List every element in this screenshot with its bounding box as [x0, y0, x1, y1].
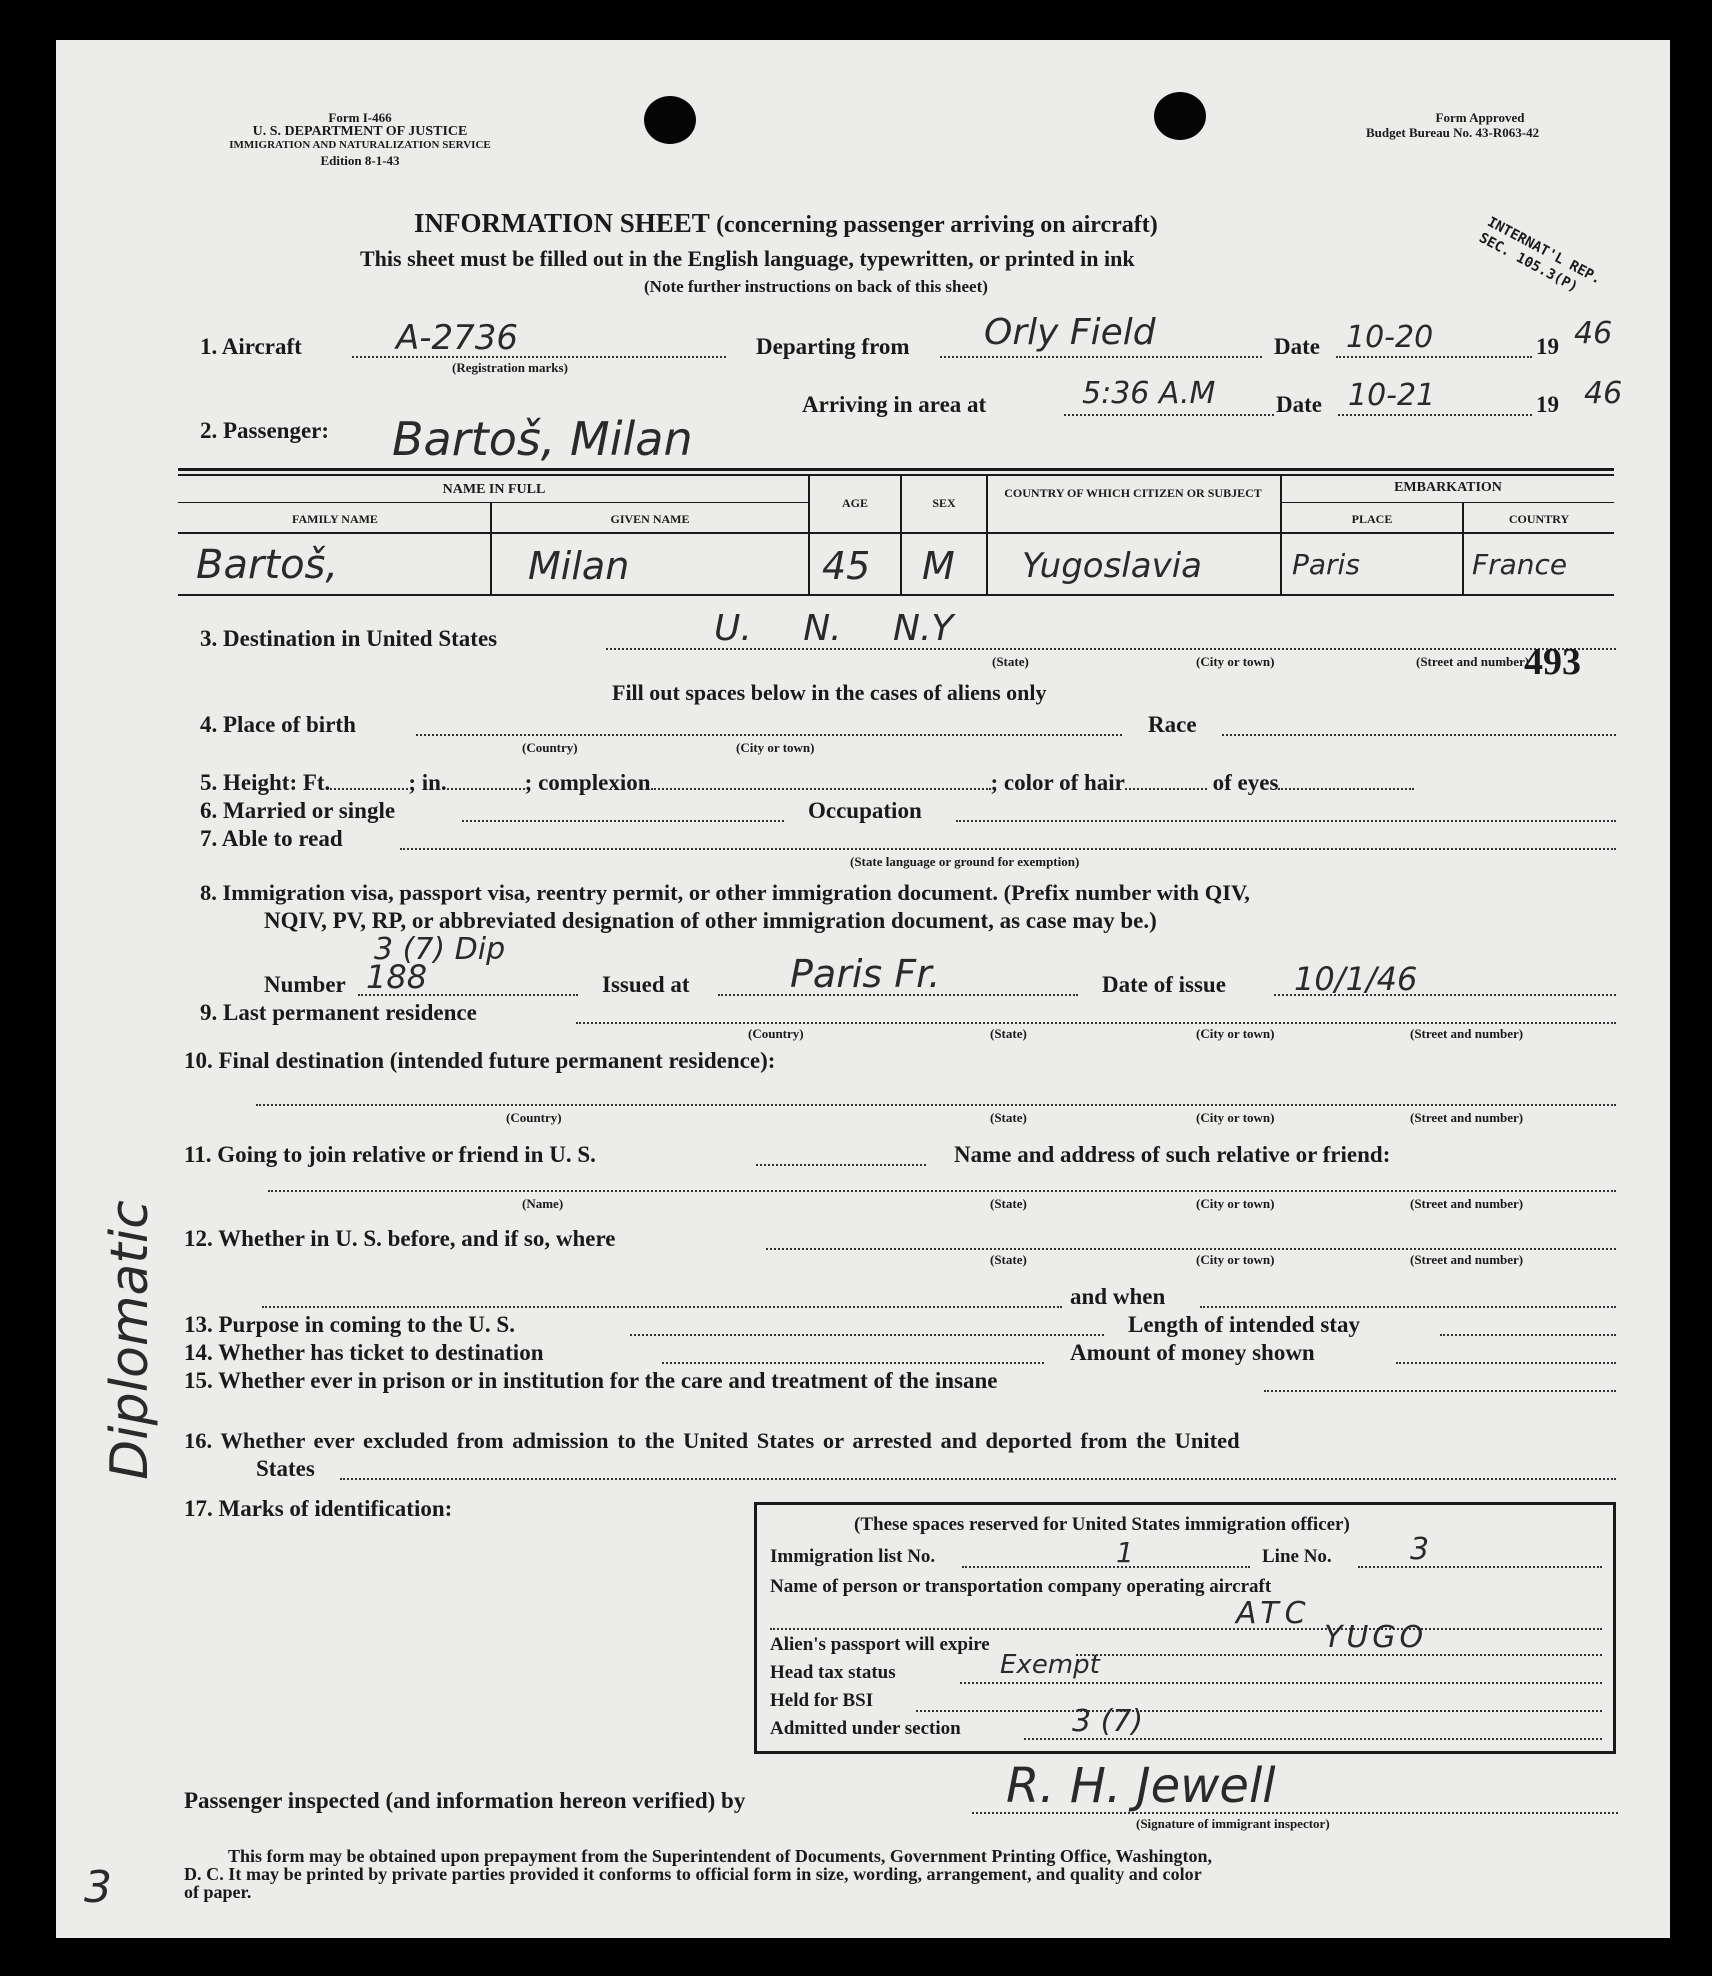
operator-label: Name of person or transportation company operating aircraft — [770, 1576, 1272, 1597]
height-ft: 5. Height: Ft. — [200, 770, 331, 795]
ticket-line — [662, 1362, 1044, 1364]
dest-cap-state: (State) — [992, 654, 1029, 669]
stamped-number: 493 — [1524, 641, 1581, 683]
registration-caption: (Registration marks) — [452, 360, 568, 375]
footer-line3: of paper. — [184, 1882, 252, 1902]
aircraft-value[interactable]: A-2736 — [396, 318, 519, 358]
married-label: 6. Married or single — [200, 798, 396, 823]
age-head: AGE — [841, 496, 868, 510]
table-top-rule-2 — [178, 474, 1614, 476]
row-family[interactable]: Bartoš, — [196, 542, 339, 588]
number-label: Number — [264, 972, 346, 997]
destination-value[interactable]: U. N. N.Y — [714, 608, 954, 649]
read-line — [400, 848, 1616, 850]
join-cap-street: (Street and number) — [1410, 1196, 1524, 1211]
race-label: Race — [1148, 712, 1197, 737]
married-line — [462, 820, 784, 822]
ticket-label: 14. Whether has ticket to destination — [184, 1340, 544, 1365]
form-approved: Form Approved — [1435, 110, 1525, 125]
join-label: 11. Going to join relative or friend in U. S. — [184, 1142, 596, 1167]
form-title — [414, 208, 1158, 239]
departing-value[interactable]: Orly Field — [984, 312, 1156, 353]
row-given[interactable]: Milan — [528, 544, 630, 588]
length-line — [1440, 1334, 1616, 1336]
service: IMMIGRATION AND NATURALIZATION SERVICE — [229, 139, 491, 151]
race-line — [1222, 734, 1616, 736]
country-head: COUNTRY — [1508, 512, 1570, 526]
birth-line — [416, 734, 1122, 736]
issue-date-label: Date of issue — [1102, 972, 1226, 997]
before-cap-state: (State) — [990, 1252, 1027, 1267]
place-head: PLACE — [1351, 512, 1393, 526]
list-no-line — [962, 1566, 1250, 1568]
res-cap-city: (City or town) — [1196, 1026, 1275, 1041]
table-col-3 — [900, 474, 902, 594]
department: U. S. DEPARTMENT OF JUSTICE — [252, 124, 468, 139]
join-addr-line — [268, 1190, 1616, 1192]
given-name-head: GIVEN NAME — [610, 512, 690, 526]
stamp: INTERNAT'L REP. SEC. 105.3(P) — [1476, 214, 1604, 296]
read-caption: (State language or ground for exemption) — [850, 854, 1080, 869]
table-sub-rule-emb — [1280, 502, 1614, 503]
res-cap-country: (Country) — [748, 1026, 804, 1041]
residence-line — [576, 1022, 1616, 1024]
year2-value[interactable]: 46 — [1584, 376, 1623, 411]
before-line — [766, 1248, 1616, 1250]
aircraft-label: 1. Aircraft — [200, 334, 302, 359]
operator-value[interactable]: ATC — [1236, 1596, 1312, 1631]
punch-hole-left — [644, 96, 696, 144]
birth-cap-country: (Country) — [522, 740, 578, 755]
and-when-line — [1200, 1306, 1616, 1308]
money-line — [1396, 1362, 1616, 1364]
eyes-label: of eyes — [1212, 770, 1279, 795]
row-sex[interactable]: M — [922, 544, 955, 588]
passport-value[interactable]: YUGO — [1324, 1620, 1428, 1655]
year-prefix: 19 — [1536, 334, 1559, 359]
occupation-label: Occupation — [808, 798, 922, 823]
note: (Note further instructions on back of this sheet) — [644, 277, 988, 296]
join-cap-name: (Name) — [522, 1196, 564, 1211]
purpose-line — [630, 1334, 1104, 1336]
purpose-label: 13. Purpose in coming to the U. S. — [184, 1312, 515, 1337]
residence-label: 9. Last permanent residence — [200, 1000, 477, 1025]
headtax-value[interactable]: Exempt — [1000, 1650, 1100, 1680]
footer-line1: This form may be obtained upon prepayment from the Superintendent of Documents, Government Printing Office, Washington, — [228, 1846, 1213, 1866]
margin-note: Diplomatic — [100, 1200, 160, 1480]
marks-label: 17. Marks of identification: — [184, 1496, 453, 1521]
and-when-label: and when — [1070, 1284, 1166, 1309]
read-label: 7. Able to read — [200, 826, 343, 851]
birth-cap-city: (City or town) — [736, 740, 815, 755]
departing-line — [940, 356, 1262, 358]
passport-label: Alien's passport will expire — [770, 1634, 990, 1655]
date2-label: Date — [1276, 392, 1322, 417]
complexion-label: ; complexion — [524, 770, 651, 795]
birth-label: 4. Place of birth — [200, 712, 356, 737]
table-col-4 — [986, 474, 988, 594]
citizen-head: COUNTRY OF WHICH CITIZEN OR SUBJECT — [1004, 486, 1262, 500]
name-addr-label: Name and address of such relative or friend: — [954, 1142, 1391, 1167]
sex-head: SEX — [932, 496, 956, 510]
table-col-2 — [808, 474, 810, 594]
line-no-value[interactable]: 3 — [1410, 1532, 1430, 1567]
final-cap-country: (Country) — [506, 1110, 562, 1125]
arriving-value[interactable]: 5:36 A.M — [1082, 376, 1216, 411]
line-no-label: Line No. — [1262, 1546, 1332, 1567]
row-country[interactable]: France — [1472, 548, 1568, 581]
arriving-line — [1064, 414, 1274, 416]
inspector-signature[interactable]: R. H. Jewell — [1006, 1758, 1276, 1814]
family-name-head: FAMILY NAME — [292, 512, 378, 526]
section-label: Admitted under section — [770, 1718, 961, 1739]
arriving-label: Arriving in area at — [802, 392, 987, 417]
year-value[interactable]: 46 — [1574, 316, 1613, 351]
date-value[interactable]: 10-20 — [1346, 320, 1434, 355]
hair-label: ; color of hair — [990, 770, 1125, 795]
passenger-label: 2. Passenger: — [200, 418, 330, 443]
title-paren: (concerning passenger arriving on aircraft) — [716, 212, 1158, 238]
row-age[interactable]: 45 — [822, 544, 871, 588]
join-cap-city: (City or town) — [1196, 1196, 1275, 1211]
officer-heading: (These spaces reserved for United States immigration officer) — [854, 1514, 1350, 1535]
before-label: 12. Whether in U. S. before, and if so, where — [184, 1226, 616, 1251]
date-line — [1336, 356, 1532, 358]
list-no-label: Immigration list No. — [770, 1546, 936, 1567]
before-line-2 — [262, 1306, 1062, 1308]
table-top-rule — [178, 468, 1614, 471]
page-mark: 3 — [84, 1862, 112, 1913]
join-line — [756, 1164, 926, 1166]
res-cap-street: (Street and number) — [1410, 1026, 1524, 1041]
departing-label: Departing from — [756, 334, 910, 359]
inspected-label: Passenger inspected (and information hereon verified) by — [184, 1788, 746, 1813]
subtitle: This sheet must be filled out in the English language, typewritten, or printed in ink — [360, 246, 1135, 271]
prison-line — [1264, 1390, 1616, 1392]
final-cap-street: (Street and number) — [1410, 1110, 1524, 1125]
bsi-label: Held for BSI — [770, 1690, 874, 1711]
prison-label: 15. Whether ever in prison or in institution for the care and treatment of the insane — [184, 1368, 998, 1393]
row-place[interactable]: Paris — [1292, 548, 1360, 581]
final-dest-line — [256, 1104, 1616, 1106]
section-value[interactable]: 3 (7) — [1072, 1704, 1144, 1739]
before-cap-city: (City or town) — [1196, 1252, 1275, 1267]
visa-line1: 8. Immigration visa, passport visa, reentry permit, or other immigration document. (Prefix number with QIV, — [200, 880, 1250, 905]
length-label: Length of intended stay — [1128, 1312, 1360, 1337]
visa-line2: NQIV, PV, RP, or abbreviated designation of other immigration document, as case may be.) — [264, 908, 1157, 933]
form-number: Form I-466 — [328, 110, 392, 125]
excluded-line1: 16. Whether ever excluded from admission to the United States or arrested and deported from the United — [184, 1428, 1240, 1453]
bsi-line — [916, 1710, 1602, 1712]
final-dest-label: 10. Final destination (intended future permanent residence): — [184, 1048, 776, 1073]
list-no-value[interactable]: 1 — [1116, 1536, 1134, 1569]
budget-bureau: Budget Bureau No. 43-R063-42 — [1366, 125, 1540, 140]
name-in-full: NAME IN FULL — [442, 482, 546, 497]
destination-label: 3. Destination in United States — [200, 626, 498, 651]
line-no-line — [1358, 1566, 1602, 1568]
excluded-line — [340, 1478, 1616, 1480]
issued-value[interactable]: Paris Fr. — [790, 952, 941, 996]
issue-date-value[interactable]: 10/1/46 — [1294, 960, 1418, 998]
date-label: Date — [1274, 334, 1320, 359]
before-cap-street: (Street and number) — [1410, 1252, 1524, 1267]
date2-value[interactable]: 10-21 — [1348, 378, 1436, 413]
title-main: INFORMATION SHEET — [414, 208, 710, 238]
row-citizen[interactable]: Yugoslavia — [1022, 546, 1202, 586]
visa-annotation[interactable]: 3 (7) Dip — [374, 932, 506, 967]
dest-cap-street: (Street and number) — [1416, 654, 1530, 669]
excluded-line2: States — [256, 1456, 315, 1481]
headtax-label: Head tax status — [770, 1662, 896, 1683]
aliens-heading: Fill out spaces below in the cases of aliens only — [612, 680, 1047, 705]
number-value[interactable]: 188 — [366, 958, 428, 996]
table-head-rule — [178, 532, 1614, 534]
date2-line — [1338, 414, 1532, 416]
edition: Edition 8-1-43 — [320, 153, 400, 168]
height-label — [200, 770, 1414, 796]
height-in: ; in. — [408, 770, 447, 795]
operator-line — [770, 1628, 1602, 1630]
footer-line2: D. C. It may be printed by private parties provided it conforms to official form in size, wording, arrangement, and quality and color — [184, 1864, 1202, 1884]
table-bottom-rule — [178, 594, 1614, 596]
signature-caption: (Signature of immigrant inspector) — [1136, 1816, 1330, 1831]
issued-label: Issued at — [602, 972, 690, 997]
year2-prefix: 19 — [1536, 392, 1559, 417]
table-sub-rule — [178, 502, 808, 503]
res-cap-state: (State) — [990, 1026, 1027, 1041]
embarkation-head: EMBARKATION — [1394, 480, 1502, 495]
money-label: Amount of money shown — [1070, 1340, 1315, 1365]
dest-cap-city: (City or town) — [1196, 654, 1275, 669]
final-cap-state: (State) — [990, 1110, 1027, 1125]
punch-hole-right — [1154, 92, 1206, 140]
headtax-line — [960, 1682, 1602, 1684]
occupation-line — [956, 820, 1616, 822]
final-cap-city: (City or town) — [1196, 1110, 1275, 1125]
join-cap-state: (State) — [990, 1196, 1027, 1211]
passenger-value[interactable]: Bartoš, Milan — [392, 412, 693, 466]
